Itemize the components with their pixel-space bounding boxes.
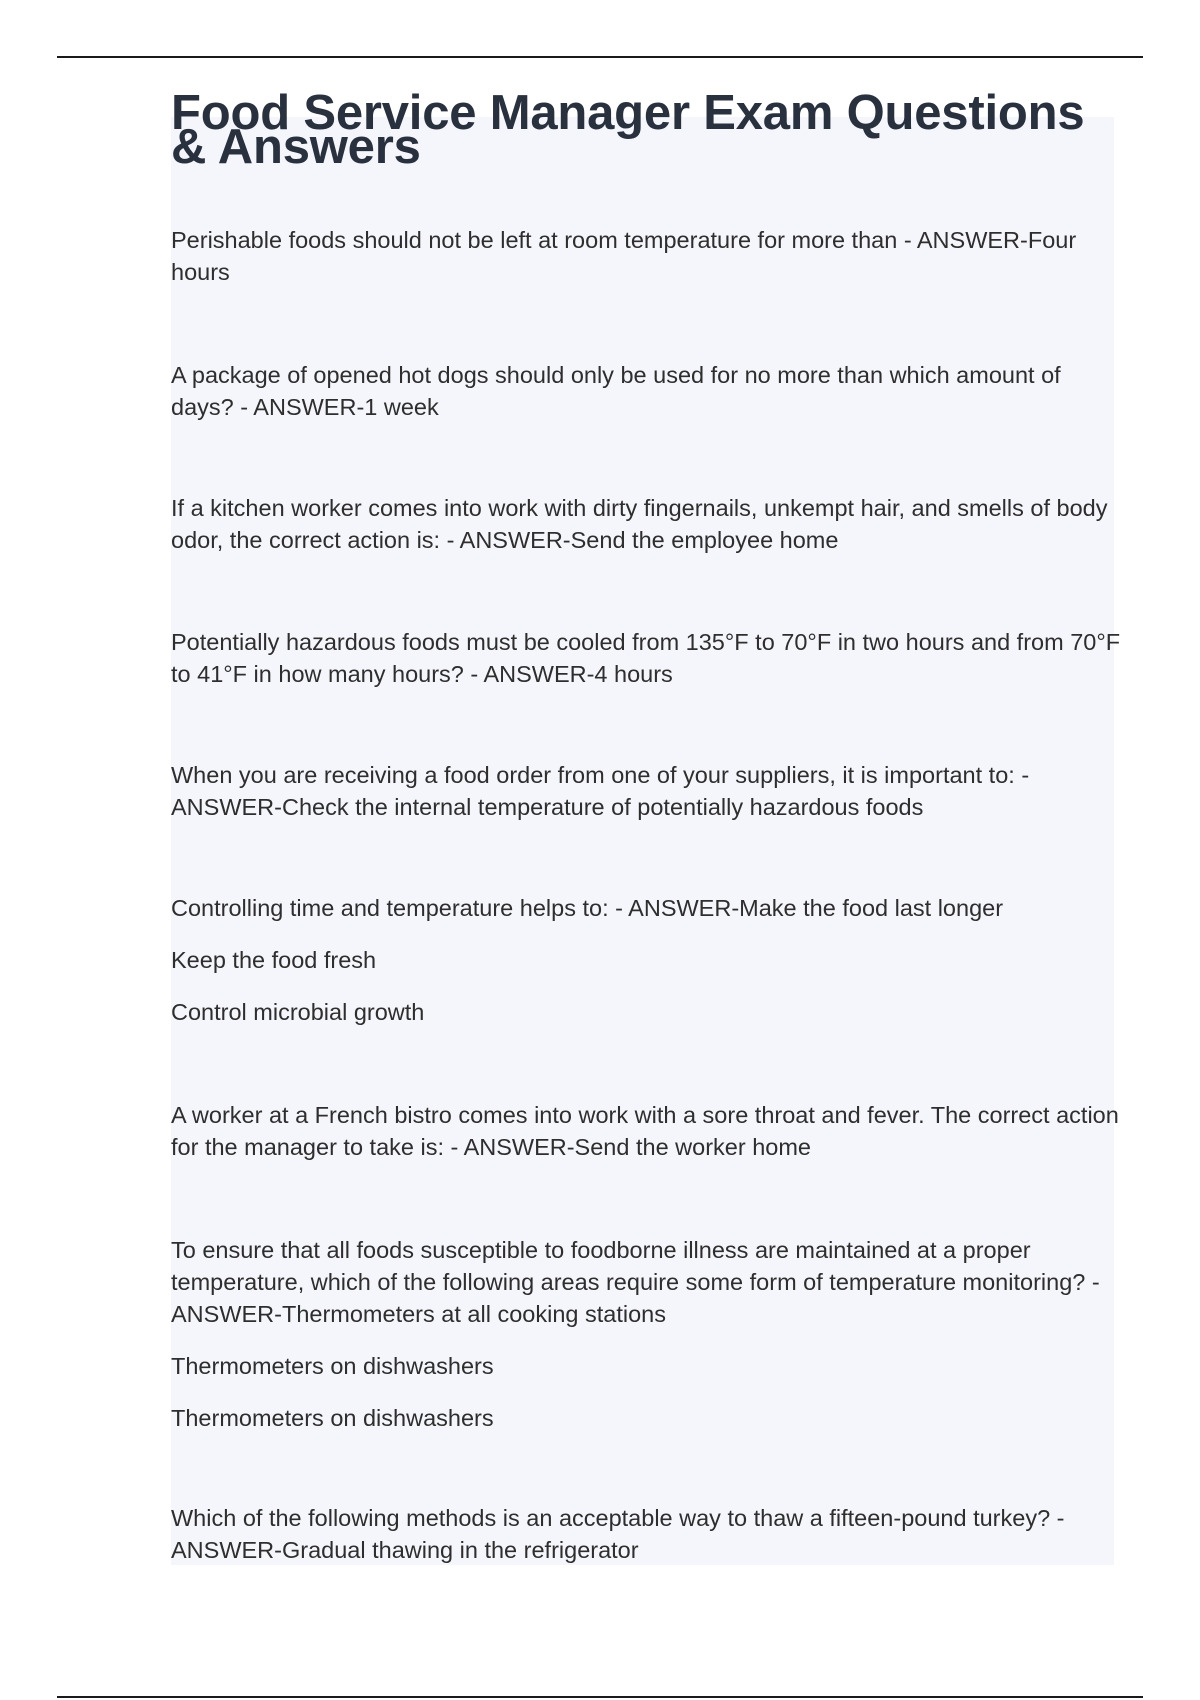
qa-text: Controlling time and temperature helps to: - ANSWER-Make the food last longer [171,895,1004,921]
qa-item [171,626,1126,690]
qa-item [171,759,1126,823]
qa-item [171,1234,1126,1434]
qa-item [171,224,1126,288]
qa-item [171,892,1126,1028]
qa-text: When you are receiving a food order from one of your suppliers, it is important to: - ANSWER-Check the internal temperature of potentially hazardous foods [171,762,1030,820]
qa-item [171,359,1126,423]
qa-text: To ensure that all foods susceptible to foodborne illness are maintained at a proper temperature, which of the following areas require some form of temperature monitoring? - ANSWER-Thermometers at all cooking stations [171,1237,1100,1327]
qa-item [171,1099,1126,1163]
qa-continuation-line: Thermometers on dishwashers [171,1353,494,1379]
bottom-rule [57,1696,1143,1698]
qa-item [171,1502,1126,1566]
qa-continuation-line: Keep the food fresh [171,947,377,973]
qa-text: Which of the following methods is an acceptable way to thaw a fifteen-pound turkey? - ANSWER-Gradual thawing in the refrigerator [171,1505,1065,1563]
qa-text: A worker at a French bistro comes into work with a sore throat and fever. The correct action for the manager to take is: - ANSWER-Send the worker home [171,1102,1119,1160]
qa-continuation-line: Control microbial growth [171,999,425,1025]
qa-text: A package of opened hot dogs should only be used for no more than which amount of days? - ANSWER-1 week [171,362,1061,420]
qa-text: If a kitchen worker comes into work with dirty fingernails, unkempt hair, and smells of body odor, the correct action is: - ANSWER-Send the employee home [171,495,1108,553]
qa-text: Perishable foods should not be left at room temperature for more than - ANSWER-Four hours [171,227,1077,285]
qa-text: Potentially hazardous foods must be cooled from 135°F to 70°F in two hours and from 70°F to 41°F in how many hours? - ANSWER-4 hours [171,629,1121,687]
qa-item [171,492,1126,556]
top-rule [57,56,1143,58]
qa-continuation-line: Thermometers on dishwashers [171,1405,494,1431]
document-title: Food Service Manager Exam Questions & Answers [171,86,1085,174]
